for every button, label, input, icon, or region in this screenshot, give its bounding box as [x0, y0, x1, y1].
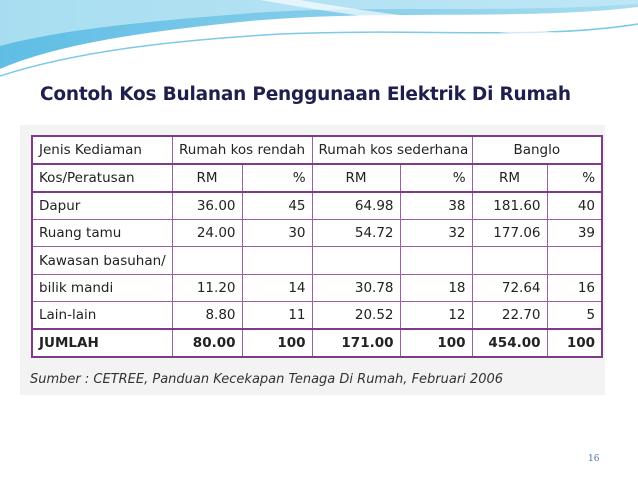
cell-value: 18 [400, 274, 472, 301]
cell-value: 181.60 [472, 192, 547, 220]
total-label: JUMLAH [32, 329, 172, 357]
cell-value: 39 [547, 220, 602, 247]
row-label: Lain-lain [32, 301, 172, 329]
cell-value: 14 [242, 274, 312, 301]
table-row [32, 220, 602, 247]
row-label: Ruang tamu [32, 220, 172, 247]
header-type-label: Jenis Kediaman [32, 136, 172, 164]
subheader-col: % [400, 164, 472, 192]
table-subheader-row [32, 164, 602, 192]
cell-value: 72.64 [472, 274, 547, 301]
total-value: 171.00 [312, 329, 400, 357]
header-wave-decoration [0, 0, 638, 80]
source-citation: Sumber : CETREE, Panduan Kecekapan Tenaga Di Rumah, Februari 2006 [30, 372, 504, 387]
page-number: 16 [588, 454, 600, 464]
table-row [32, 192, 602, 220]
slide-title: Contoh Kos Bulanan Penggunaan Elektrik Di Rumah [40, 84, 571, 105]
cell-value: 11.20 [172, 274, 242, 301]
empty-cell [400, 247, 472, 274]
subheader-col: RM [312, 164, 400, 192]
empty-cell [472, 247, 547, 274]
header-group-medium-cost: Rumah kos sederhana [312, 136, 472, 164]
subheader-col: RM [472, 164, 547, 192]
empty-cell [172, 247, 242, 274]
electricity-cost-table [31, 135, 603, 358]
row-label-line: Kawasan basuhan/ [32, 247, 172, 274]
header-group-bungalow: Banglo [472, 136, 602, 164]
cell-value: 22.70 [472, 301, 547, 329]
total-value: 454.00 [472, 329, 547, 357]
cell-value: 38 [400, 192, 472, 220]
table-row [32, 301, 602, 329]
subheader-label: Kos/Peratusan [32, 164, 172, 192]
cell-value: 11 [242, 301, 312, 329]
row-label: Dapur [32, 192, 172, 220]
cell-value: 32 [400, 220, 472, 247]
total-value: 100 [242, 329, 312, 357]
total-value: 100 [400, 329, 472, 357]
header-group-low-cost: Rumah kos rendah [172, 136, 312, 164]
cell-value: 177.06 [472, 220, 547, 247]
table-header-row [32, 136, 602, 164]
total-value: 80.00 [172, 329, 242, 357]
cell-value: 64.98 [312, 192, 400, 220]
cell-value: 24.00 [172, 220, 242, 247]
row-label-line: bilik mandi [32, 274, 172, 301]
cell-value: 40 [547, 192, 602, 220]
total-value: 100 [547, 329, 602, 357]
cell-value: 20.52 [312, 301, 400, 329]
subheader-col: RM [172, 164, 242, 192]
cell-value: 8.80 [172, 301, 242, 329]
table-row [32, 247, 602, 274]
table-row [32, 274, 602, 301]
cell-value: 12 [400, 301, 472, 329]
cell-value: 36.00 [172, 192, 242, 220]
empty-cell [547, 247, 602, 274]
empty-cell [312, 247, 400, 274]
empty-cell [242, 247, 312, 274]
cell-value: 16 [547, 274, 602, 301]
table-total-row [32, 329, 602, 357]
cell-value: 54.72 [312, 220, 400, 247]
cell-value: 30.78 [312, 274, 400, 301]
subheader-col: % [242, 164, 312, 192]
cell-value: 5 [547, 301, 602, 329]
cell-value: 45 [242, 192, 312, 220]
cell-value: 30 [242, 220, 312, 247]
subheader-col: % [547, 164, 602, 192]
